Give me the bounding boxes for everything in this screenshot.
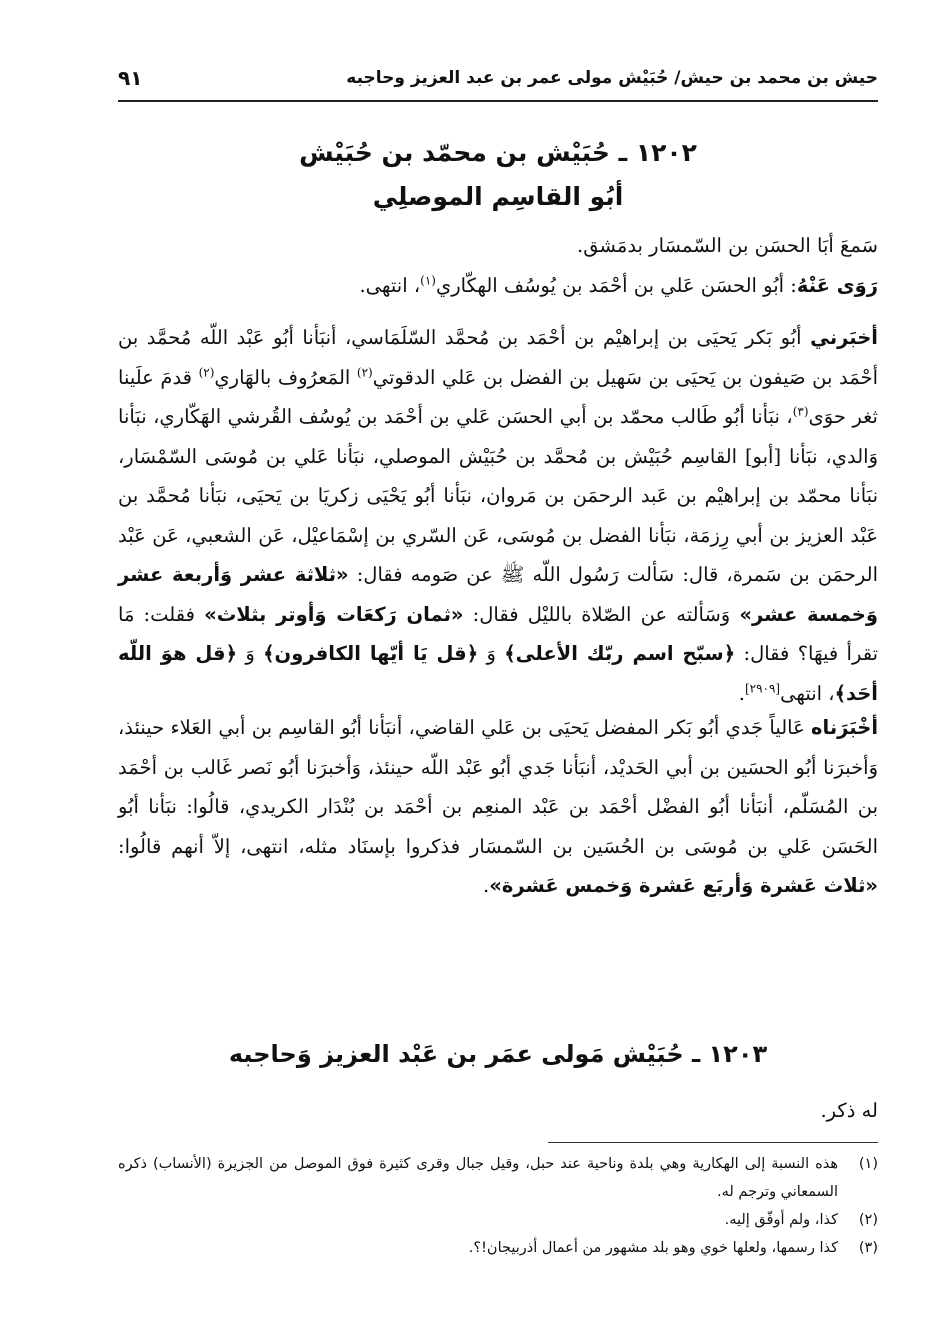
quote-night-prayer: «ثمان رَكعَات وَأوتر بثلاث» (204, 602, 464, 626)
akhbarana-quote: «ثلاث عَشرة وَأربَع عَشرة وَخمس عَشرة» (489, 874, 878, 897)
hadith-text-4: ، نبَأنا أبُو طَالب محمّد بن أبي الحسَن عَلي بن أحْمَد بن يُوسُف القُرشي الهَكّاري، نبَأنا وَالدي، نبَأنا [أبو] القاسِم حُبَيْش بن مُحمَّد بن حُبَيْش الموصلي، نبَأنا عَلي بن مُوسَى السّمْسَار، نبَأنا محمّد بن إبراهيْم بن عَبد الرحمَن بن مَروان، نبَأنا أبُو يَحْيَى زكريَا بن يَحيَى، نبَأنا مُحمَّد بن عَبْد العزيز بن أبي رِزمَة، نبَأنا الفضل بن مُوسَى، عَن السّري بن إسْمَاعيْل، عَن الشعبي، عَن عَبْد الرحمَن بن سَمرة، قال: سَألت رَسُول اللّه ﷺ عن صَومه فقال: (118, 405, 879, 586)
hadith-text-6: فقلت: مَا تقرأ فيهَا؟ فقال: (118, 602, 878, 665)
footnote-2 (118, 1206, 878, 1234)
footnote-3 (118, 1234, 878, 1262)
entry-1203-text: له ذكر. (820, 1099, 878, 1122)
footnote-ref-2a: (٢) (356, 365, 373, 379)
entry-1202-kunya: أبُو القاسِم الموصلِي (372, 182, 624, 211)
conj-2: وَ (237, 642, 264, 665)
hadith-reference: [٢٩٠٩] (744, 681, 781, 695)
footnote-ref-2b: (٢) (198, 365, 215, 379)
entry-1202-intro (118, 226, 878, 305)
hadith-text-2: المَعرُوف بالهَاري (214, 365, 357, 389)
narrated-paragraph (118, 266, 878, 306)
footnote-ref-1: (١) (420, 273, 436, 287)
hadith-end: ، انتهى (780, 681, 835, 705)
quote-al-kafirun: ﴿قل يَا أيّها الكافرون﴾ (263, 642, 479, 665)
narrated-lead: رَوَى عَنْهُ (796, 273, 878, 297)
footnote-number: (١) (858, 1156, 878, 1172)
footnote-text: كذا، ولم أوفّق إليه. (724, 1212, 838, 1228)
akhbarana-paragraph (118, 708, 878, 906)
footnote-text: كذا رسمها، ولعلها خوي وهو بلد مشهور من أعمال أذربيجان!؟. (468, 1240, 838, 1256)
akhbarana-text: عَالياً جَدي أبُو بَكر المفضل يَحيَى بن عَلي القاضي، أنبَأنا أبُو القاسِم بن أبي العَلاء حينئذ، وَأخبرَنا أبُو الحسَين بن أبي الحَديْد، أنبَأنا جَدي أبُو عَبْد اللّه حينئذ، وَأخبرَنا أبُو نَصر غَالب بن أحْمَد بن المُسَلّم، أنبَأنا أبُو الفضْل أحْمَد بن عَبْد المنعِم بن أحْمَد بن بُنْدَار الكريدي، قالُوا: نبَأنا أبُو الحَسَن عَلي بن مُوسَى بن الحُسَين بن السّمسَار فذكروا بإسنَاد مثله، انتهى، إلاّ أنهم قالُوا: (118, 716, 878, 858)
hadith-text-5: وَسَألته عن الصّلاة بالليْل فقال: (463, 602, 740, 626)
hadith-text-3: قدمَ علَينا ثغر حوَى (118, 365, 878, 428)
footnote-text: هذه النسبة إلى الهكارية وهي بلدة وناحية عند حبل، وقيل جبال وقرى كثيرة فوق الموصل من الجزيرة (الأنساب) ذكره السمعاني وترجم له. (118, 1156, 838, 1200)
footnote-rule (548, 1142, 878, 1143)
header-rule (118, 100, 878, 102)
footnote-ref-3: (٣) (792, 404, 809, 419)
heard-paragraph: سَمعَ أبَا الحسَن بن السّمسَار بدمَشق. (577, 234, 878, 257)
conj-1: وَ (478, 642, 505, 665)
footnote-number: (٢) (858, 1212, 878, 1228)
hadith-lead: أخبَرني (810, 326, 878, 349)
quote-al-ikhlas: ﴿قل هوَ اللّه أحَد﴾ (118, 642, 878, 705)
footnote-1 (118, 1150, 878, 1206)
quote-al-ala: ﴿سبّح اسم ربّك الأعلى﴾ (504, 642, 736, 665)
narrated-text: : أبُو الحسَن عَلي بن أحْمَد بن يُوسُف الهكّاري (435, 273, 797, 297)
running-title: حيش بن محمد بن حيش/ حُبَيْش مولى عمر بن عبد العزيز وحاجبه (346, 68, 878, 88)
hadith-stop: . (738, 681, 745, 705)
page-number: ٩١ (118, 66, 143, 90)
running-header (118, 58, 878, 98)
entry-1202-title: ١٢٠٢ ـ حُبَيْش بن محمّد بن حُبَيْش (299, 138, 697, 167)
hadith-paragraph (118, 318, 878, 713)
akhbarana-end: . (483, 874, 490, 897)
akhbarana-lead: أخْبَرَناه (811, 716, 878, 739)
footnotes (118, 1150, 878, 1262)
quote-fasting: «ثلاثة عشر وَأربعة عشر وَخمسة عشر» (118, 563, 878, 626)
footnote-number: (٣) (858, 1240, 878, 1256)
entry-1203-title: ١٢٠٣ ـ حُبَيْش مَولى عمَر بن عَبْد العزيز وَحاجبه (228, 1040, 768, 1068)
hadith-text-1: أبُو بَكر يَحيَى بن إبراهيْم بن أحْمَد بن مُحمَّد السّلَمَاسي، أنبَأنا أبُو عَبْد اللّه مُحمَّد بن أحْمَد بن صَيفون بن يَحيَى بن سَهيل بن الفضل بن عَلي الدقوتي (118, 326, 878, 389)
narrated-end: ، انتهى. (359, 273, 421, 297)
